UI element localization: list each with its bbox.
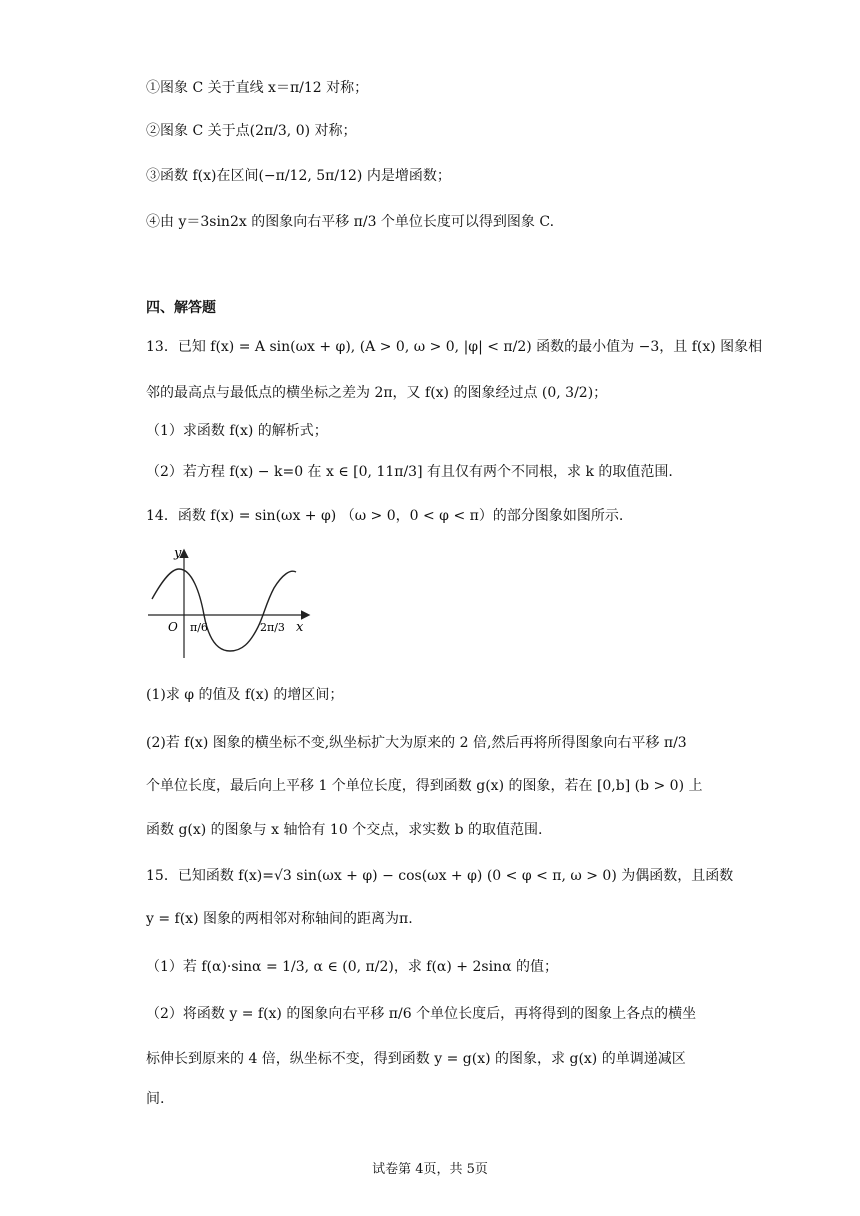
q14-stem: 14．函数 f(x) = sin(ωx + φ) （ω > 0，0 < φ < π）的部分图象如图所示.: [146, 508, 624, 524]
page-footer: 试卷第 4页，共 5页: [372, 1162, 488, 1177]
origin-label: O: [168, 620, 178, 634]
tick-2pi-over-3: 2π/3: [260, 621, 285, 634]
q15-part1: （1）若 f(α)·sinα = 1/3, α ∈ (0, π/2)，求 f(α) + 2sinα 的值；: [146, 959, 558, 975]
y-label: y: [174, 546, 182, 561]
q14-part2-line2: 个单位长度，最后向上平移 1 个单位长度，得到函数 g(x) 的图象，若在 [0,b] (b > 0) 上: [146, 778, 703, 794]
sine-curve: [152, 569, 296, 651]
q15-part2-line1: （2）将函数 y = f(x) 的图象向右平移 π/6 个单位长度后，再将得到的图象上各点的横坐: [146, 1006, 697, 1022]
q14-part1: (1)求 φ 的值及 f(x) 的增区间；: [146, 687, 344, 703]
statement-2: ②图象 C 关于点(2π/3, 0) 对称；: [146, 123, 357, 139]
section-heading: 四、解答题: [146, 300, 216, 316]
q13-part2: （2）若方程 f(x) − k=0 在 x ∈ [0, 11π/3] 有且仅有两个不同根，求 k 的取值范围.: [146, 464, 673, 480]
q13-stem-line2: 邻的最高点与最低点的横坐标之差为 2π，又 f(x) 的图象经过点 (0, 3/2)；: [146, 385, 608, 401]
q15-part2-line2: 标伸长到原来的 4 倍，纵坐标不变，得到函数 y = g(x) 的图象，求 g(x) 的单调递减区: [146, 1051, 686, 1067]
q15-part2-line3: 间.: [146, 1091, 165, 1107]
statement-3: ③函数 f(x)在区间(−π/12, 5π/12) 内是增函数；: [146, 168, 451, 184]
q13-stem-line1: 13．已知 f(x) = A sin(ωx + φ), (A > 0, ω > 0, |φ| < π/2) 函数的最小值为 −3，且 f(x) 图象相: [146, 339, 763, 355]
q15-stem-line2: y = f(x) 图象的两相邻对称轴间的距离为π.: [146, 911, 413, 927]
sine-graph: [146, 543, 316, 663]
statement-4: ④由 y＝3sin2x 的图象向右平移 π/3 个单位长度可以得到图象 C.: [146, 214, 555, 230]
sine-graph-figure: [146, 543, 316, 667]
q14-part2-line3: 函数 g(x) 的图象与 x 轴恰有 10 个交点，求实数 b 的取值范围.: [146, 822, 543, 838]
statement-1: ①图象 C 关于直线 x＝π/12 对称；: [146, 80, 369, 96]
q13-part1: （1）求函数 f(x) 的解析式；: [146, 423, 328, 439]
tick-pi-over-6: π/6: [190, 621, 208, 634]
q14-part2-line1: (2)若 f(x) 图象的横坐标不变,纵坐标扩大为原来的 2 倍,然后再将所得图象向右平移 π/3: [146, 735, 687, 751]
q15-stem-line1: 15．已知函数 f(x)=√3 sin(ωx + φ) − cos(ωx + φ) (0 < φ < π, ω > 0) 为偶函数，且函数: [146, 868, 734, 884]
x-label: x: [296, 620, 304, 635]
